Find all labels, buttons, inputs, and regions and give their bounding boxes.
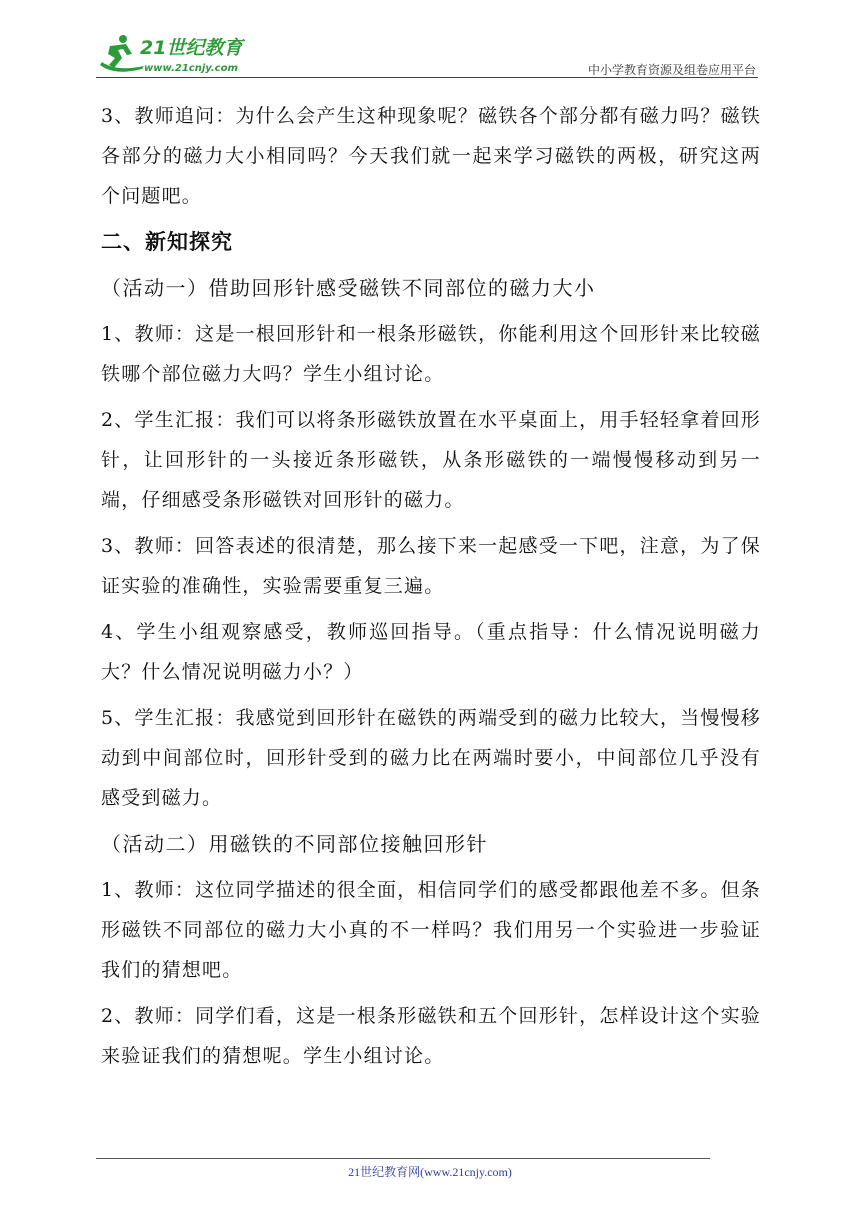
logo-url: www.21cnjy.com	[144, 63, 238, 74]
paragraph-teacher-question: 3、教师追问：为什么会产生这种现象呢？磁铁各个部分都有磁力吗？磁铁各部分的磁力大小相同吗？今天我们就一起来学习磁铁的两极，研究这两个问题吧。	[101, 105, 761, 207]
platform-label: 中小学教育资源及组卷应用平台	[587, 63, 756, 77]
paragraph-a1-4: 4、学生小组观察感受，教师巡回指导。（重点指导：什么情况说明磁力大？什么情况说明磁力小？）	[101, 621, 761, 683]
logo-21cnjy	[96, 32, 266, 78]
paragraph-a2-2: 2、教师：同学们看，这是一根条形磁铁和五个回形针，怎样设计这个实验来验证我们的猜想呢。学生小组讨论。	[101, 1005, 761, 1067]
footer-source: 21世纪教育网(www.21cnjy.com)	[348, 1165, 512, 1179]
activity-two-title: （活动二）用磁铁的不同部位接触回形针	[101, 832, 488, 856]
header-divider	[96, 77, 758, 78]
paragraph-a2-1: 1、教师：这位同学描述的很全面，相信同学们的感受都跟他差不多。但条形磁铁不同部位的磁力大小真的不一样吗？我们用另一个实验进一步验证我们的猜想吧。	[101, 879, 761, 981]
page-header	[0, 0, 860, 90]
paragraph-a1-5: 5、学生汇报：我感觉到回形针在磁铁的两端受到的磁力比较大，当慢慢移动到中间部位时，回形针受到的磁力比在两端时要小，中间部位几乎没有感受到磁力。	[101, 707, 761, 809]
logo-text: 21世纪教育	[140, 37, 243, 59]
footer-divider	[96, 1158, 710, 1159]
document-body	[101, 96, 761, 1082]
paragraph-a1-3: 3、教师：回答表述的很清楚，那么接下来一起感受一下吧，注意，为了保证实验的准确性，实验需要重复三遍。	[101, 535, 761, 597]
activity-one-title: （活动一）借助回形针感受磁铁不同部位的磁力大小	[101, 276, 596, 300]
paragraph-a1-1: 1、教师：这是一根回形针和一根条形磁铁，你能利用这个回形针来比较磁铁哪个部位磁力大吗？学生小组讨论。	[101, 323, 761, 385]
section-heading: 二、新知探究	[101, 230, 233, 254]
paragraph-a1-2: 2、学生汇报：我们可以将条形磁铁放置在水平桌面上，用手轻轻拿着回形针，让回形针的一头接近条形磁铁，从条形磁铁的一端慢慢移动到另一端，仔细感受条形磁铁对回形针的磁力。	[101, 409, 761, 511]
